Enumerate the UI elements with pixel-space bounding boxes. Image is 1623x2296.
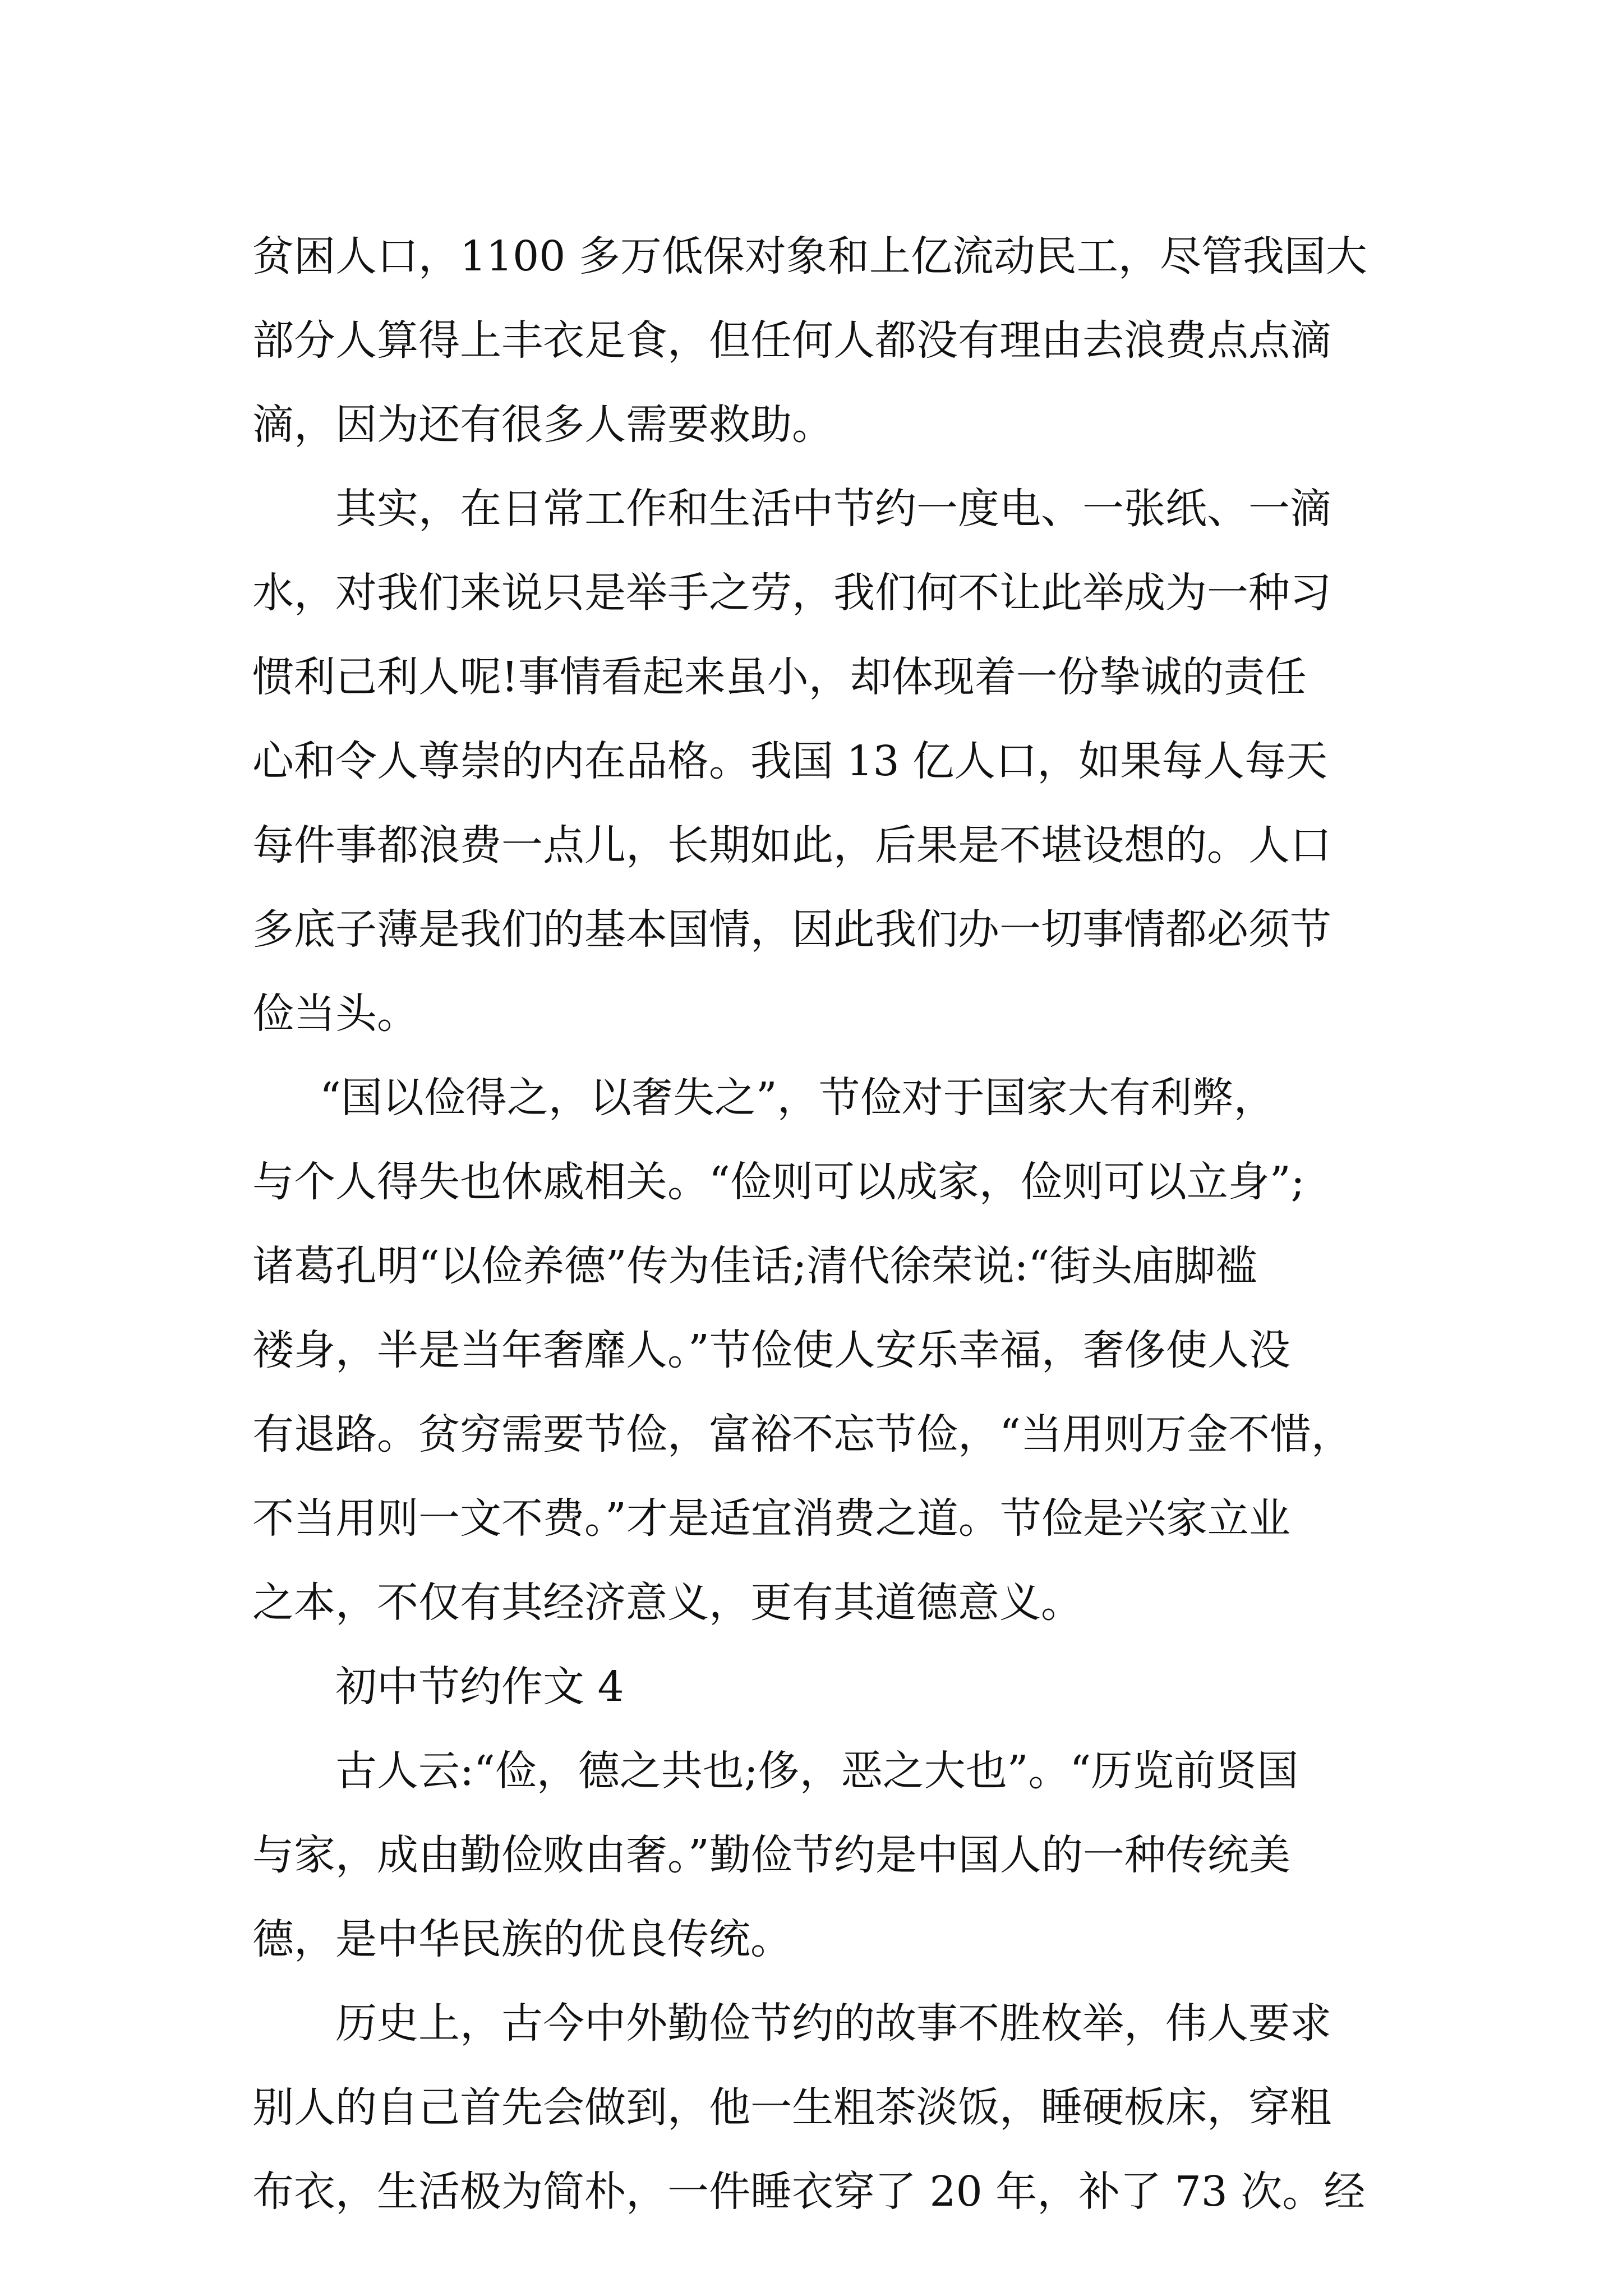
text-line: 古人云:“俭，德之共也;侈，恶之大也”。“历览前贤国: [335, 1747, 1299, 1795]
text-line: 历史上，古今中外勤俭节约的故事不胜枚举，伟人要求: [335, 1999, 1331, 2047]
text-line: 褛身，半是当年奢靡人。”节俭使人安乐幸福，奢侈使人没: [252, 1326, 1290, 1374]
text-line: 多底子薄是我们的基本国情，因此我们办一切事情都必须节: [252, 905, 1331, 954]
text-line: 滴，因为还有很多人需要救助。: [252, 401, 833, 449]
text-line: 其实，在日常工作和生活中节约一度电、一张纸、一滴: [335, 485, 1331, 533]
section-heading: 初中节约作文 4: [335, 1663, 624, 1711]
text-line: 每件事都浪费一点儿，长期如此，后果是不堪设想的。人口: [252, 821, 1331, 869]
text-line: 水，对我们来说只是举手之劳，我们何不让此举成为一种习: [252, 569, 1331, 617]
text-line: 部分人算得上丰衣足食，但任何人都没有理由去浪费点点滴: [252, 316, 1331, 365]
text-line: 心和令人尊崇的内在品格。我国 13 亿人口，如果每人每天: [252, 737, 1328, 785]
document-body: [252, 214, 1374, 2234]
text-line: 与个人得失也休戚相关。“俭则可以成家，俭则可以立身”;: [252, 1158, 1305, 1206]
text-line: 惯利己利人呢!事情看起来虽小，却体现着一份挚诚的责任: [252, 653, 1307, 701]
text-line: 别人的自己首先会做到，他一生粗茶淡饭，睡硬板床，穿粗: [252, 2083, 1331, 2132]
text-line: 与家，成由勤俭败由奢。”勤俭节约是中国人的一种传统美: [252, 1831, 1290, 1879]
text-line: 德，是中华民族的优良传统。: [252, 1915, 792, 1963]
text-line: 俭当头。: [252, 990, 418, 1038]
text-line: 布衣，生活极为简朴，一件睡衣穿了 20 年，补了 73 次。经: [252, 2168, 1366, 2216]
text-line: 不当用则一文不费。”才是适宜消费之道。节俭是兴家立业: [252, 1494, 1290, 1543]
text-line: 之本，不仅有其经济意义，更有其道德意义。: [252, 1579, 1082, 1627]
text-line: 贫困人口，1100 多万低保对象和上亿流动民工，尽管我国大: [252, 232, 1367, 280]
text-line: 有退路。贫穷需要节俭，富裕不忘节俭，“当用则万金不惜，: [252, 1410, 1353, 1458]
text-line: “国以俭得之，以奢失之”，节俭对于国家大有利弊，: [320, 1074, 1275, 1122]
text-line: 诸葛孔明“以俭养德”传为佳话;清代徐荣说:“街头庙脚褴: [252, 1242, 1257, 1290]
